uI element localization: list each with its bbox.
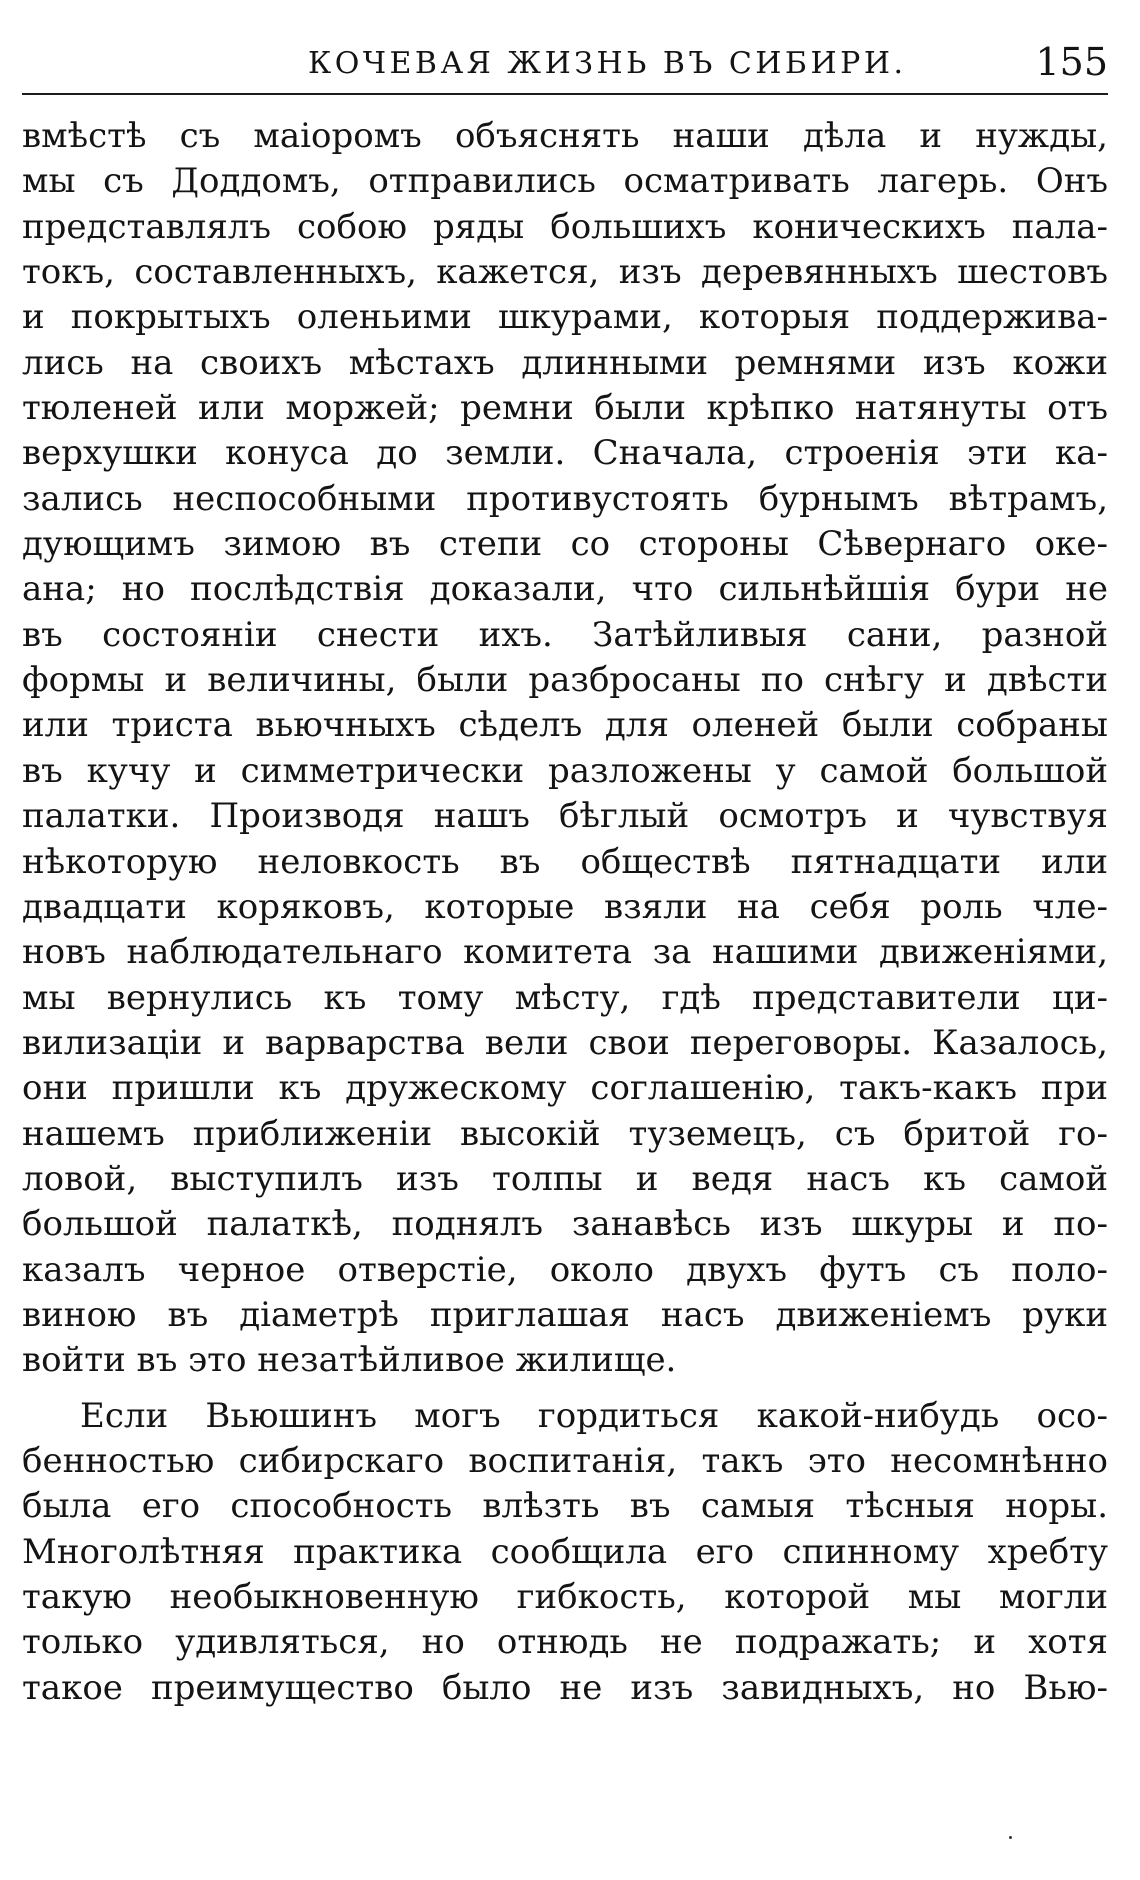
text-line: лись на своихъ мѣстахъ длинными ремнями изъ кожи	[22, 342, 1108, 383]
text-line: въ состояніи снести ихъ. Затѣйливыя сани, разной	[22, 614, 1108, 655]
book-page	[22, 40, 1108, 1711]
text-line: они пришли къ дружескому соглашенію, такъ-какъ при	[22, 1068, 1108, 1109]
text-line: тюленей или моржей; ремни были крѣпко натянуты отъ	[22, 388, 1108, 429]
text-line: палатки. Производя нашъ бѣглый осмотръ и чувствуя	[22, 796, 1108, 837]
text-line: вилизаціи и варварства вели свои переговоры. Казалось,	[22, 1022, 1108, 1063]
paragraph	[22, 114, 1108, 1384]
page-number: 155	[1035, 40, 1108, 84]
text-line: была его способность влѣзть въ самыя тѣсныя норы.	[22, 1486, 1108, 1527]
text-line: бенностью сибирскаго воспитанія, такъ это несомнѣнно	[22, 1440, 1108, 1481]
text-line: и покрытыхъ оленьими шкурами, которыя поддерживa-	[22, 297, 1108, 338]
text-line: нашемъ приближеніи высокій туземецъ, съ бритой го-	[22, 1113, 1108, 1154]
running-head	[22, 40, 1108, 94]
running-title: КОЧЕВАЯ ЖИЗНЬ ВЪ СИБИРИ.	[308, 46, 907, 81]
text-line: нѣкоторую неловкость въ обществѣ пятнадцати или	[22, 841, 1108, 882]
text-line: такое преимущество было не изъ завидныхъ, но Вью-	[22, 1667, 1108, 1708]
text-line: ана; но послѣдствія доказали, что сильнѣйшія бури не	[22, 569, 1108, 610]
body-text	[22, 114, 1108, 1711]
text-line: такую необыкновенную гибкость, которой мы могли	[22, 1577, 1108, 1617]
text-line: войти въ это незатѣйливое жилище.	[22, 1340, 677, 1381]
text-line: новъ наблюдательнаго комитета за нашими движеніями,	[22, 932, 1108, 973]
text-line: зались неспособными противустоять бурнымъ вѣтрамъ,	[22, 478, 1108, 519]
text-line: вмѣстѣ съ маіоромъ объяснять наши дѣла и нужды,	[22, 116, 1108, 156]
text-line: Если Вьюшинъ могъ гордиться какой-нибудь осо-	[80, 1395, 1108, 1436]
text-line: формы и величины, были разбросаны по снѣгу и двѣсти	[22, 660, 1108, 701]
text-line: только удивляться, но отнюдь не подражать; и хотя	[22, 1622, 1108, 1663]
text-line: представлялъ собою ряды большихъ коническихъ пала-	[22, 206, 1108, 247]
text-line: мы вернулись къ тому мѣсту, гдѣ представители ци-	[22, 977, 1108, 1018]
text-line: или триста вьючныхъ сѣделъ для оленей были собраны	[22, 705, 1108, 746]
text-line: токъ, составленныхъ, кажется, изъ деревянныхъ шестовъ	[22, 252, 1108, 293]
text-line: двадцати коряковъ, которые взяли на себя роль чле-	[22, 886, 1108, 927]
paragraph	[22, 1394, 1108, 1711]
text-line: ловой, выступилъ изъ толпы и ведя насъ къ самой	[22, 1158, 1108, 1199]
text-line: казалъ черное отверстіе, около двухъ футъ съ поло-	[22, 1249, 1108, 1290]
text-line: дующимъ зимою въ степи со стороны Сѣвернаго оке-	[22, 524, 1108, 565]
text-line: виною въ діаметрѣ приглашая насъ движеніемъ руки	[22, 1294, 1108, 1335]
paragraph-gap	[22, 1384, 1108, 1394]
text-line: въ кучу и симметрически разложены у самой большой	[22, 750, 1108, 791]
text-line: большой палаткѣ, поднялъ занавѣсь изъ шкуры и по-	[22, 1204, 1108, 1245]
header-rule	[22, 93, 1108, 95]
text-line: верхушки конуса до земли. Сначала, строенія эти ка-	[22, 433, 1108, 474]
print-speck	[1009, 1836, 1012, 1839]
text-line: Многолѣтняя практика сообщила его спинному хребту	[22, 1531, 1108, 1572]
text-line: мы съ Доддомъ, отправились осматривать лагерь. Онъ	[22, 161, 1108, 202]
